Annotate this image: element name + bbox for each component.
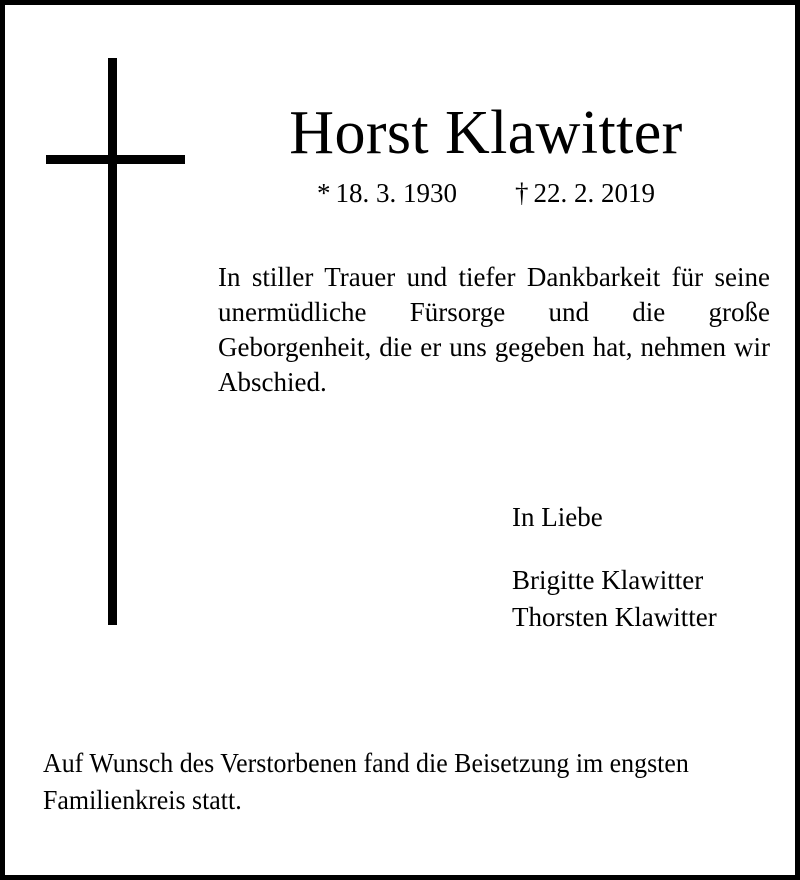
signature-name-2: Thorsten Klawitter — [512, 602, 717, 632]
birth-date — [317, 179, 457, 209]
dagger-death-icon: † — [515, 178, 529, 209]
asterisk-birth-icon: * — [317, 178, 331, 209]
latin-cross-icon — [5, 5, 205, 645]
signature-block — [512, 499, 777, 636]
memorial-paragraph: In stiller Trauer und tiefer Dankbarkeit für seine unermüdliche Fürsorge und die große Geborgenheit, die er uns gegeben hat, nehmen wir Abschied. — [218, 262, 770, 397]
death-date — [515, 179, 655, 209]
funeral-note: Auf Wunsch des Verstorbenen fand die Beisetzung im engsten Familienkreis statt. — [43, 748, 689, 815]
signature-name-1: Brigitte Klawitter — [512, 565, 704, 595]
death-date-value: 22. 2. 2019 — [533, 178, 655, 209]
deceased-name: Horst Klawitter — [289, 99, 683, 167]
cross-vertical-bar — [108, 58, 117, 625]
headline-block — [195, 101, 777, 209]
cross-horizontal-bar — [46, 155, 185, 164]
life-dates — [195, 179, 777, 209]
birth-date-value: 18. 3. 1930 — [335, 178, 457, 209]
signature-intro: In Liebe — [512, 502, 603, 532]
